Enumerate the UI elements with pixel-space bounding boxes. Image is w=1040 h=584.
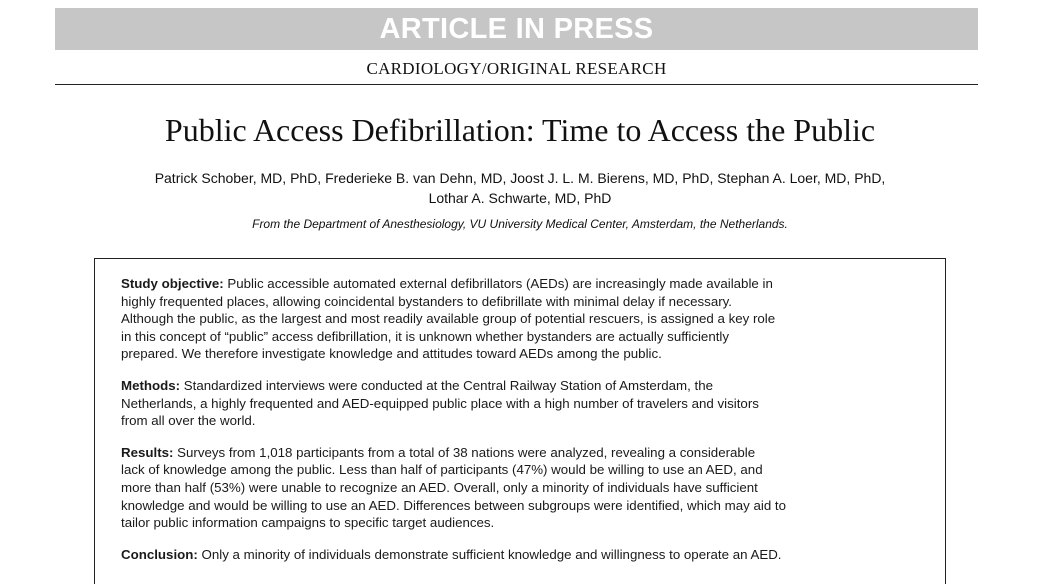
abstract-text: Only a minority of individuals demonstrate sufficient knowledge and willingness to operate an AED. (197, 546, 782, 562)
abstract-line: more than half (53%) were unable to recognize an AED. Overall, only a minority of individuals have sufficient (121, 479, 758, 495)
abstract-line (121, 444, 931, 462)
author-line: Lothar A. Schwarte, MD, PhD (428, 190, 612, 206)
abstract-line (121, 377, 931, 395)
abstract-methods (121, 377, 931, 430)
abstract-line: in this concept of “public” access defibrillation, it is unknown whether bystanders are actually sufficiently (121, 328, 730, 344)
abstract-line: lack of knowledge among the public. Less than half of participants (47%) would be willing to use an AED, and (121, 462, 763, 478)
abstract-content (121, 275, 931, 577)
abstract-objective (121, 275, 931, 363)
abstract-line: Although the public, as the largest and most readily available group of potential rescuers, is assigned a key role (121, 311, 776, 327)
abstract-text: Surveys from 1,018 participants from a total of 38 nations were analyzed, revealing a considerable (173, 444, 756, 460)
abstract-heading: Conclusion: (121, 546, 198, 562)
article-in-press-banner: ARTICLE IN PRESS (55, 8, 978, 50)
abstract-heading: Methods: (121, 377, 181, 393)
abstract-text: Public accessible automated external defibrillators (AEDs) are increasingly made available in (223, 276, 773, 291)
abstract-heading: Results: (121, 444, 174, 460)
abstract-line (121, 546, 931, 564)
abstract-line (121, 275, 931, 293)
author-list (60, 168, 980, 208)
abstract-line: Netherlands, a highly frequented and AED-equipped public place with a high number of travelers and visitors (121, 395, 759, 411)
section-divider (55, 84, 978, 85)
abstract-line: from all over the world. (121, 413, 256, 429)
author-line: Patrick Schober, MD, PhD, Frederieke B. van Dehn, MD, Joost J. L. M. Bierens, MD, PhD, Stephan A. Loer, MD, PhD, (154, 170, 886, 186)
abstract-line: prepared. We therefore investigate knowledge and attitudes toward AEDs among the public. (121, 346, 662, 362)
abstract-line: tailor public information campaigns to specific target audiences. (121, 515, 495, 531)
author-affiliation: From the Department of Anesthesiology, VU University Medical Center, Amsterdam, the Netherlands. (252, 217, 788, 231)
article-title: Public Access Defibrillation: Time to Access the Public (164, 112, 876, 148)
journal-section-label: CARDIOLOGY/ORIGINAL RESEARCH (366, 59, 667, 78)
abstract-line: highly frequented places, allowing coincidental bystanders to defibrillate with minimal delay if necessary. (121, 293, 732, 309)
abstract-heading: Study objective: (121, 276, 224, 291)
abstract-box (94, 258, 946, 584)
abstract-results (121, 444, 931, 532)
abstract-line: knowledge and would be willing to use an AED. Differences between subgroups were identified, which may aid to (121, 497, 786, 513)
abstract-conclusion (121, 546, 931, 564)
abstract-text: Standardized interviews were conducted at the Central Railway Station of Amsterdam, the (180, 377, 713, 393)
